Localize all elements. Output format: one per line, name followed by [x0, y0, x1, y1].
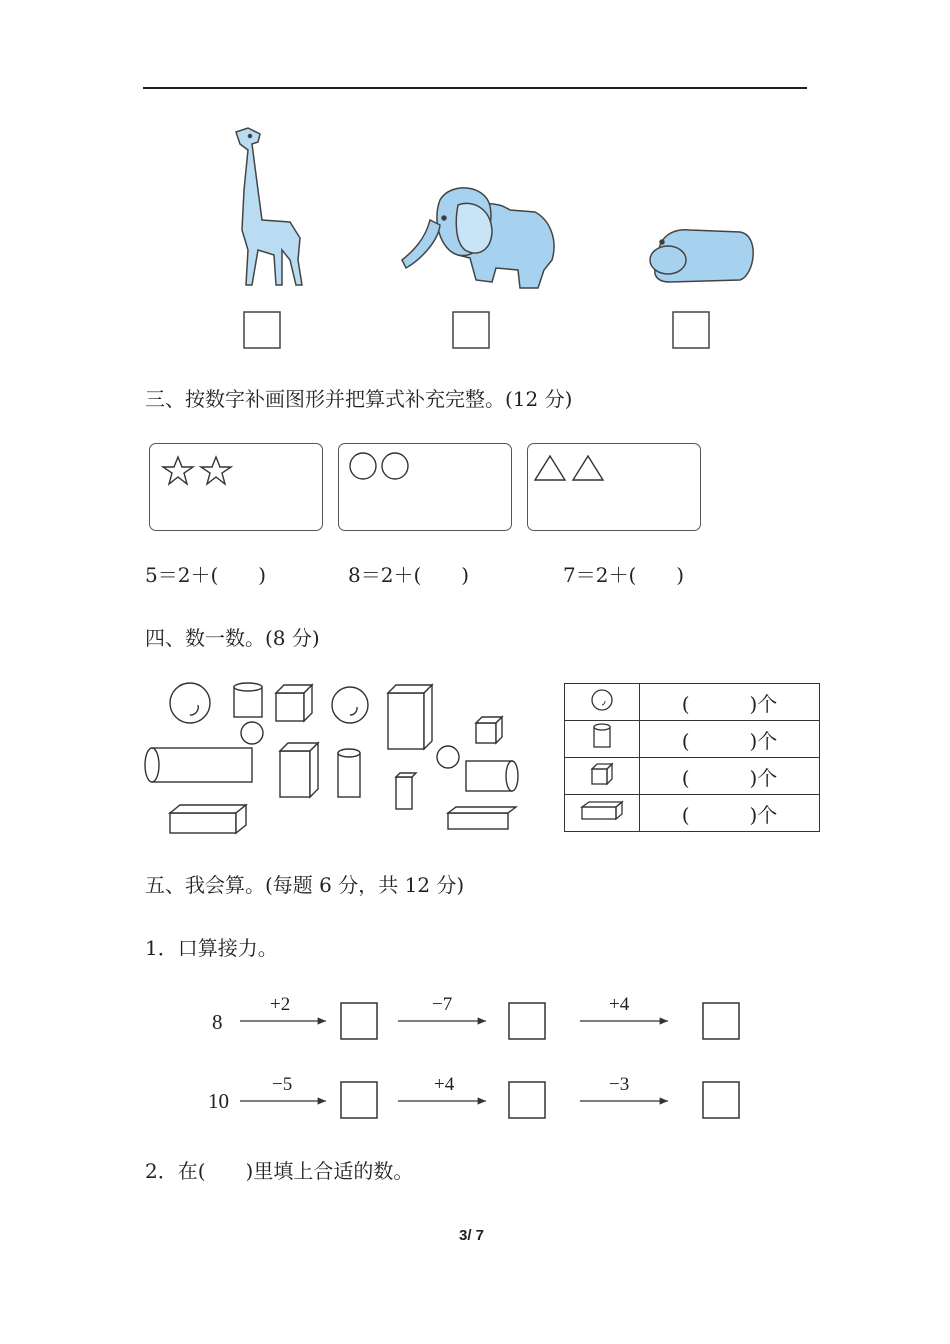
shape-card-circles [338, 443, 512, 531]
hippo-icon [650, 230, 753, 282]
calc-answer-box [509, 1082, 545, 1118]
chain2-op-2: +4 [434, 1074, 455, 1095]
calc-answer-box [703, 1003, 739, 1039]
solids-illustration [140, 675, 530, 845]
cylinder-icon [565, 721, 640, 758]
section3-title: 三、按数字补画图形并把算式补充完整。(12 分) [145, 387, 573, 411]
calc-answer-box [341, 1003, 377, 1039]
cuboid-icon [565, 795, 640, 832]
chain2-start: 10 [208, 1089, 229, 1113]
count-table [564, 683, 820, 832]
answer-box [244, 312, 280, 348]
equation-1: 5＝2＋( ) [145, 563, 267, 587]
chain1-op-3: +4 [609, 994, 630, 1015]
answer-box [673, 312, 709, 348]
question-2-label: 2．在( )里填上合适的数。 [145, 1159, 414, 1183]
shape-card-triangles [527, 443, 701, 531]
count-answer[interactable]: ( )个 [640, 721, 820, 758]
calc-answer-box [509, 1003, 545, 1039]
circle-icon [347, 450, 437, 490]
giraffe-icon [236, 128, 302, 285]
equation-2: 8＝2＋( ) [348, 563, 470, 587]
cube-icon [565, 758, 640, 795]
shape-card-stars [149, 443, 323, 531]
equation-3: 7＝2＋( ) [563, 563, 685, 587]
calc-answer-box [341, 1082, 377, 1118]
count-answer[interactable]: ( )个 [640, 758, 820, 795]
count-row-sphere [565, 684, 820, 721]
calc-chain-arrows [230, 1000, 750, 1130]
calc-answer-box [703, 1082, 739, 1118]
star-icon [160, 452, 250, 492]
chain1-op-2: −7 [432, 994, 453, 1015]
count-row-cube [565, 758, 820, 795]
answer-box [453, 312, 489, 348]
chain1-op-1: +2 [270, 994, 291, 1015]
question-1-label: 1．口算接力。 [145, 936, 278, 960]
chain2-op-3: −3 [609, 1074, 630, 1095]
elephant-icon [402, 188, 554, 288]
animal-illustrations [140, 110, 760, 360]
chain1-start: 8 [212, 1010, 223, 1034]
count-answer[interactable]: ( )个 [640, 795, 820, 832]
section5-title: 五、我会算。(每题 6 分，共 12 分) [145, 873, 465, 897]
chain2-op-1: −5 [272, 1074, 293, 1095]
top-rule [143, 87, 807, 89]
count-row-cuboid [565, 795, 820, 832]
count-row-cylinder [565, 721, 820, 758]
page-number: 3/ 7 [459, 1227, 485, 1244]
sphere-icon [565, 684, 640, 721]
section4-title: 四、数一数。(8 分) [145, 626, 320, 650]
count-answer[interactable]: ( )个 [640, 684, 820, 721]
triangle-icon [534, 452, 624, 492]
